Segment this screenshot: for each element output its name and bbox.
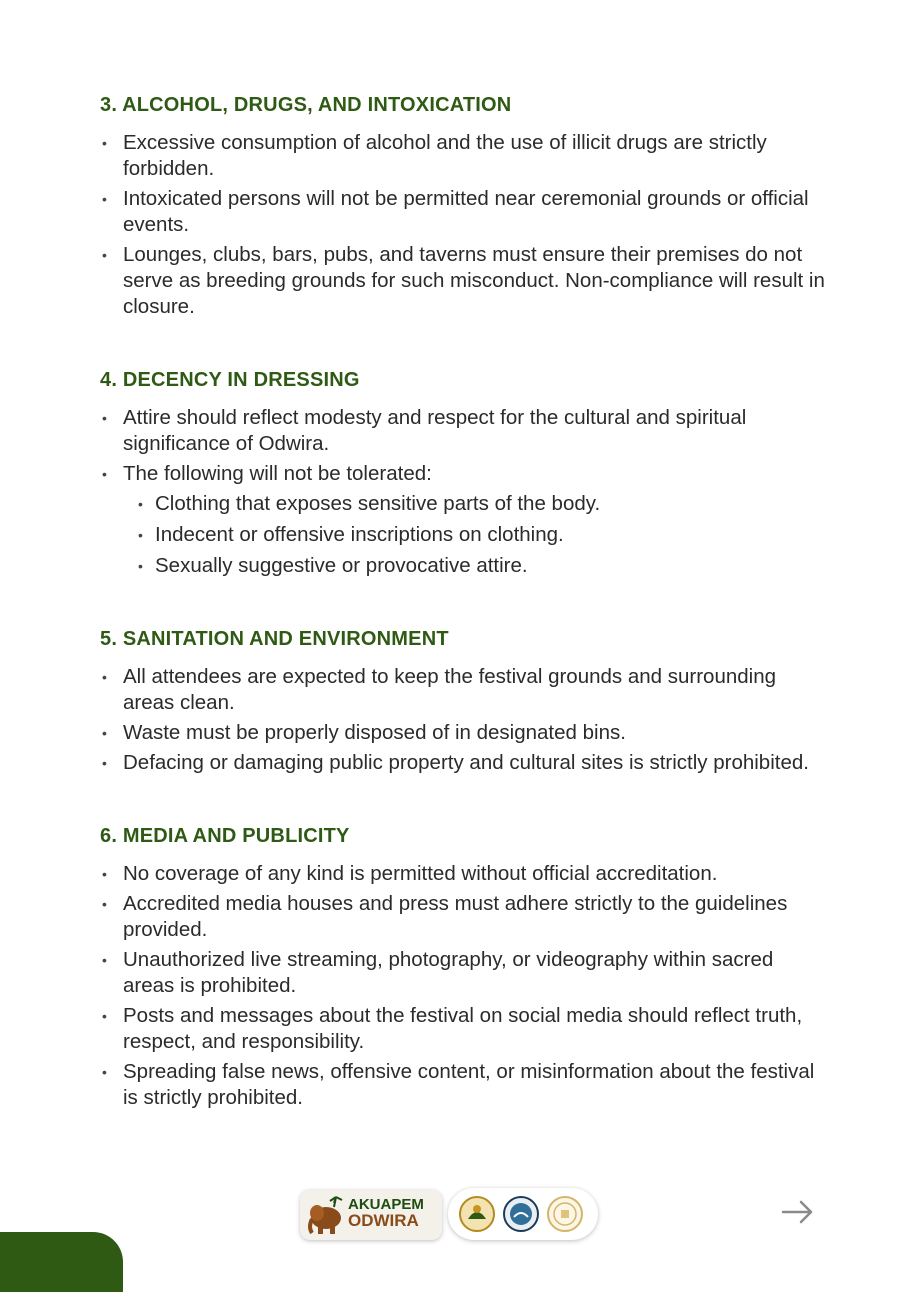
sub-list-item: • Sexually suggestive or provocative attire. bbox=[123, 553, 830, 579]
akuapem-odwira-logo bbox=[300, 1190, 442, 1240]
sub-bullet-list bbox=[123, 491, 830, 579]
traditional-council-emblem-icon bbox=[458, 1195, 496, 1233]
document-body bbox=[100, 90, 830, 1156]
list-item: • No coverage of any kind is permitted without official accreditation. bbox=[100, 861, 830, 887]
footer-corner-tab bbox=[0, 1232, 123, 1292]
sub-list-item: • Indecent or offensive inscriptions on clothing. bbox=[123, 522, 830, 548]
list-item: • Defacing or damaging public property and cultural sites is strictly prohibited. bbox=[100, 750, 830, 776]
list-item: • Unauthorized live streaming, photography, or videography within sacred areas is prohibited. bbox=[100, 947, 830, 999]
list-item: • Waste must be properly disposed of in designated bins. bbox=[100, 720, 830, 746]
bullet-list bbox=[100, 130, 830, 320]
list-item: • All attendees are expected to keep the festival grounds and surrounding areas clean. bbox=[100, 664, 830, 716]
section-title: 5. SANITATION AND ENVIRONMENT bbox=[100, 628, 449, 650]
arrow-right-icon[interactable] bbox=[780, 1198, 816, 1226]
list-item: • Posts and messages about the festival on social media should reflect truth, respect, and responsibility. bbox=[100, 1003, 830, 1055]
section-title: 3. ALCOHOL, DRUGS, AND INTOXICATION bbox=[100, 94, 512, 116]
bullet-list bbox=[100, 664, 830, 776]
bullet-list bbox=[100, 861, 830, 1111]
list-item-text: The following will not be tolerated: bbox=[123, 462, 432, 485]
logo-line2: ODWIRA bbox=[348, 1211, 419, 1230]
list-item bbox=[100, 461, 830, 579]
list-item: • Spreading false news, offensive content, or misinformation about the festival is strictly prohibited. bbox=[100, 1059, 830, 1111]
section-decency-dressing bbox=[100, 365, 830, 579]
section-sanitation bbox=[100, 624, 830, 776]
section-media-publicity bbox=[100, 821, 830, 1111]
partner-emblems bbox=[448, 1188, 598, 1240]
royal-seal-emblem-icon bbox=[546, 1195, 584, 1233]
list-item: • Lounges, clubs, bars, pubs, and taverns must ensure their premises do not serve as breeding grounds for such misconduct. Non-compliance will result in closure. bbox=[100, 242, 830, 320]
list-item: • Accredited media houses and press must adhere strictly to the guidelines provided. bbox=[100, 891, 830, 943]
logo-line1: AKUAPEM bbox=[348, 1196, 424, 1213]
district-assembly-emblem-icon bbox=[502, 1195, 540, 1233]
bullet-list bbox=[100, 405, 830, 579]
list-item: • Attire should reflect modesty and respect for the cultural and spiritual significance of Odwira. bbox=[100, 405, 830, 457]
section-alcohol-drugs bbox=[100, 90, 830, 320]
elephant-icon bbox=[304, 1193, 348, 1237]
list-item: • Intoxicated persons will not be permitted near ceremonial grounds or official events. bbox=[100, 186, 830, 238]
section-title: 6. MEDIA AND PUBLICITY bbox=[100, 825, 350, 847]
list-item: • Excessive consumption of alcohol and the use of illicit drugs are strictly forbidden. bbox=[100, 130, 830, 182]
sub-list-item: • Clothing that exposes sensitive parts of the body. bbox=[123, 491, 830, 517]
section-title: 4. DECENCY IN DRESSING bbox=[100, 369, 360, 391]
